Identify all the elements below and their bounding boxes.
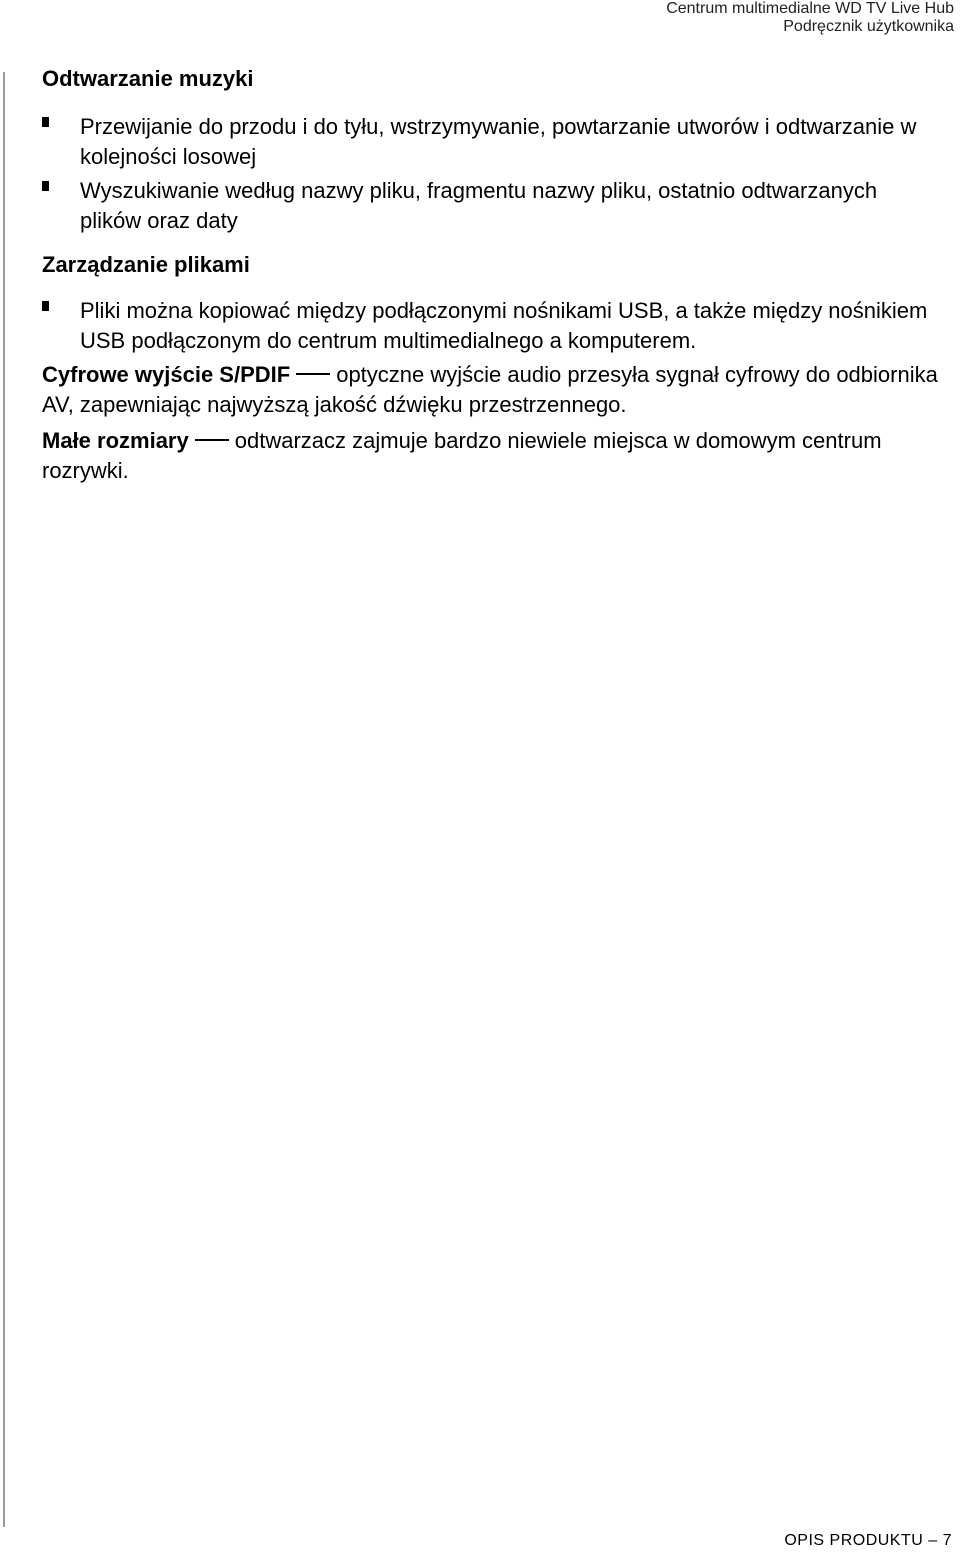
bullet-icon xyxy=(42,181,49,191)
header-manual-title: Podręcznik użytkownika xyxy=(783,18,954,35)
list-item-text: Przewijanie do przodu i do tyłu, wstrzymywanie, powtarzanie utworów i odtwarzanie w kolejności losowej xyxy=(80,114,917,169)
bullet-icon xyxy=(42,117,49,127)
size-description: odtwarzacz zajmuje bardzo niewiele miejsca w domowym centrum rozrywki. xyxy=(42,428,882,483)
list-item-text: Pliki można kopiować między podłączonymi nośnikami USB, a także między nośnikiem USB podłączonym do centrum multimedialnego a komputerem. xyxy=(80,298,928,353)
size-term: Małe rozmiary xyxy=(42,428,189,453)
music-playback-list xyxy=(42,112,942,236)
list-item xyxy=(42,296,942,356)
spdif-description: optyczne wyjście audio przesyła sygnał cyfrowy do odbiornika AV, zapewniając najwyższą jakość dźwięku przestrzennego. xyxy=(42,362,938,417)
file-management-heading: Zarządzanie plikami xyxy=(42,252,250,277)
spdif-term: Cyfrowe wyjście S/PDIF xyxy=(42,362,291,387)
file-management-list xyxy=(42,296,942,356)
spdif-paragraph xyxy=(42,360,942,420)
page-content xyxy=(42,64,942,486)
size-paragraph xyxy=(42,426,942,486)
list-item xyxy=(42,112,942,172)
bullet-icon xyxy=(42,301,49,311)
list-item-text: Wyszukiwanie według nazwy pliku, fragmentu nazwy pliku, ostatnio odtwarzanych plików oraz daty xyxy=(80,178,878,233)
page-header xyxy=(666,0,954,36)
left-margin-rule xyxy=(3,72,5,1527)
music-playback-heading: Odtwarzanie muzyki xyxy=(42,66,254,91)
page-footer: OPIS PRODUKTU – 7 xyxy=(784,1532,952,1549)
em-dash xyxy=(195,439,229,441)
em-dash xyxy=(296,373,330,375)
list-item xyxy=(42,176,942,236)
header-product-title: Centrum multimedialne WD TV Live Hub xyxy=(666,0,954,17)
